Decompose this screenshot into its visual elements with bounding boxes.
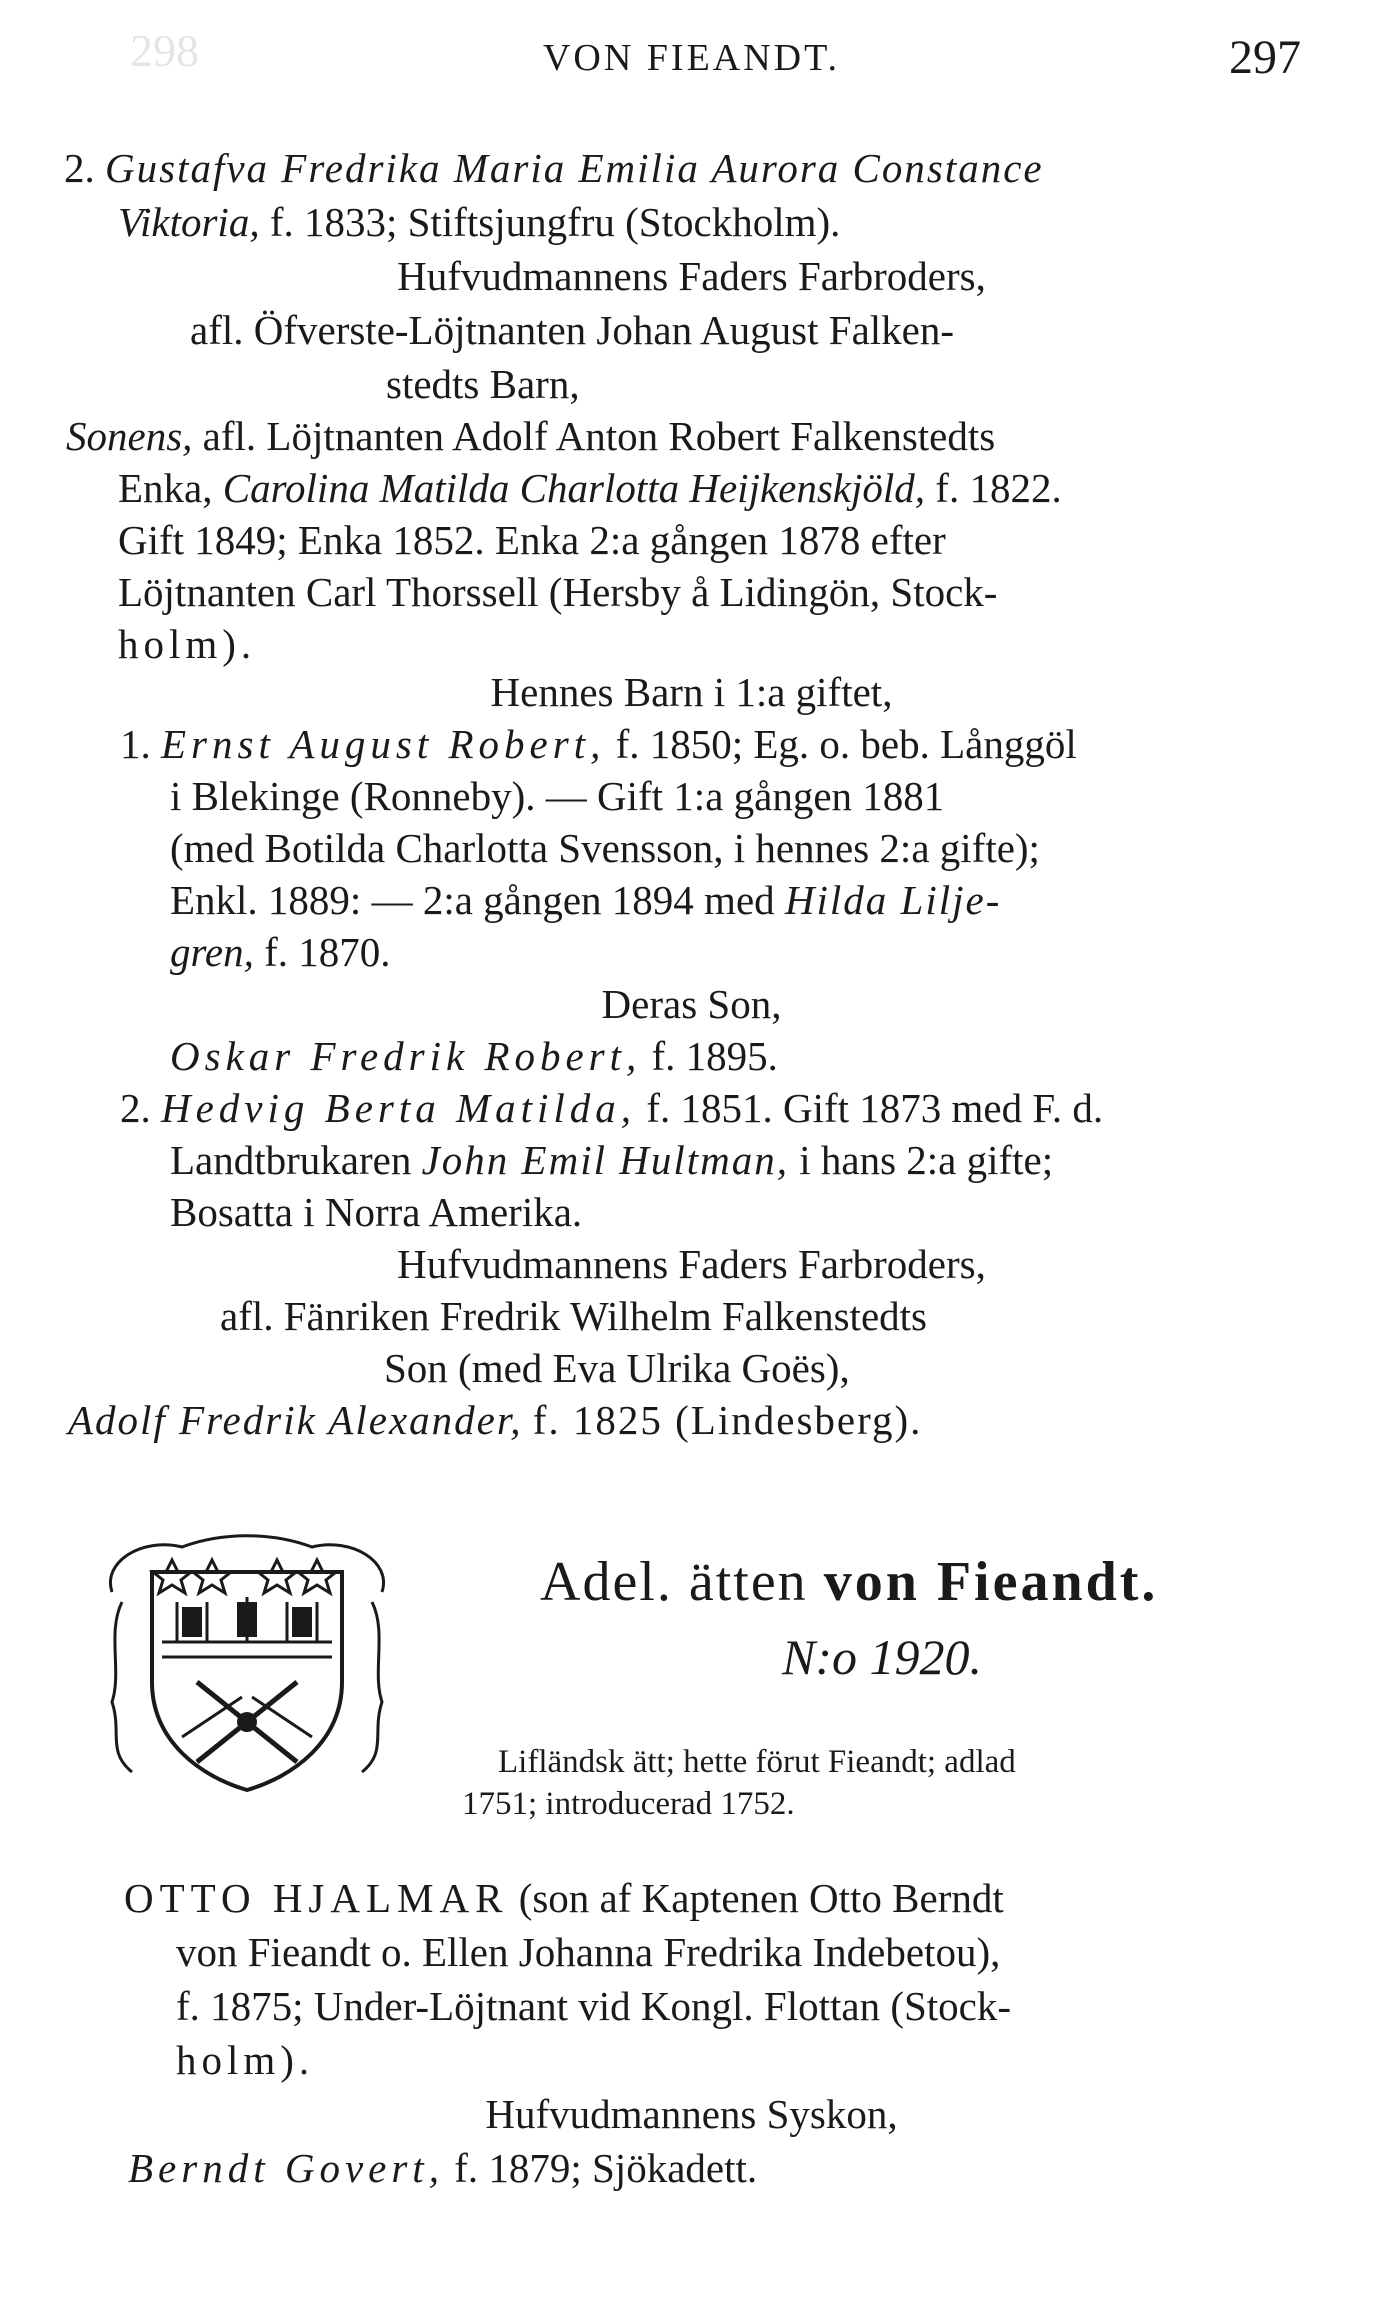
paragraph-line	[124, 1872, 1004, 1924]
entry-detail: Landtbrukaren	[170, 1137, 412, 1183]
paragraph-line	[120, 718, 1077, 770]
heading-text: Adel. ätten	[540, 1551, 808, 1613]
paragraph-line: Bosatta i Norra Amerika.	[170, 1189, 583, 1235]
person-name: John Emil Hultman,	[421, 1137, 789, 1183]
person-name: Viktoria,	[118, 199, 260, 245]
entry-detail: (son af Kaptenen Otto Berndt	[518, 1875, 1004, 1921]
family-number: N:o 1920.	[782, 1629, 982, 1685]
person-name: OTTO HJALMAR	[124, 1875, 509, 1921]
entry-detail: f. 1822.	[935, 465, 1062, 511]
entry-number: 2.	[120, 1085, 151, 1131]
entry-detail: f. 1825 (Lindesberg).	[532, 1397, 923, 1443]
paragraph-line: Löjtnanten Carl Thorssell (Hersby å Lidingön, Stock-	[118, 569, 998, 615]
coat-of-arms-icon	[102, 1532, 392, 1792]
entry-gustafva-line2	[118, 196, 840, 248]
ghost-page-number: 298	[130, 25, 199, 76]
paragraph-line	[170, 874, 1001, 926]
running-header: VON FIEANDT.	[542, 37, 841, 79]
section-heading: Hufvudmannens Faders Farbroders,	[397, 1241, 986, 1287]
section-heading: Deras Son,	[601, 981, 782, 1027]
paragraph-line	[118, 462, 1062, 514]
section-heading: Hufvudmannens Syskon,	[485, 2091, 898, 2137]
entry-gustafva-line1	[64, 142, 1044, 194]
family-note-line2: 1751; introducerad 1752.	[462, 1786, 795, 1822]
entry-detail: f. 1895.	[651, 1033, 778, 1079]
person-name: Hedvig Berta Matilda,	[161, 1085, 637, 1131]
section-heading: Hufvudmannens Faders Farbroders,	[397, 253, 986, 299]
person-name: Adolf Fredrik Alexander,	[68, 1397, 523, 1443]
entry-detail: f. 1879; Sjökadett.	[454, 2145, 758, 2191]
page-number: 297	[1229, 31, 1301, 84]
entry-detail: i hans 2:a gifte;	[799, 1137, 1054, 1183]
paragraph-line: von Fieandt o. Ellen Johanna Fredrika Indebetou),	[176, 1929, 1001, 1975]
person-name: Gustafva Fredrika Maria Emilia Aurora Constance	[105, 145, 1044, 191]
paragraph-line: Son (med Eva Ulrika Goës),	[384, 1345, 850, 1391]
paragraph-line: (med Botilda Charlotta Svensson, i hennes 2:a gifte);	[170, 825, 1040, 871]
paragraph-line	[170, 1030, 778, 1082]
person-name: Berndt Govert,	[128, 2145, 444, 2191]
lead-word: Sonens,	[66, 413, 193, 459]
section-heading: Hennes Barn i 1:a giftet,	[490, 669, 893, 715]
paragraph-line	[128, 2142, 757, 2194]
entry-detail: f. 1870.	[264, 929, 391, 975]
paragraph-line	[68, 1394, 922, 1446]
paragraph-line: f. 1875; Under-Löjtnant vid Kongl. Flottan (Stock-	[176, 1983, 1012, 2029]
entry-detail: afl. Löjtnanten Adolf Anton Robert Falkenstedts	[202, 413, 996, 459]
person-name: Ernst August Robert,	[161, 721, 606, 767]
family-name: von Fieandt.	[823, 1551, 1159, 1613]
paragraph-line	[66, 410, 995, 462]
paragraph-line: i Blekinge (Ronneby). — Gift 1:a gången 1881	[170, 773, 945, 819]
entry-detail: Enka,	[118, 465, 213, 511]
family-note-line1: Lifländsk ätt; hette förut Fieandt; adlad	[498, 1744, 1016, 1780]
entry-detail: f. 1833; Stiftsjungfru (Stockholm).	[269, 199, 841, 245]
person-name: Carolina Matilda Charlotta Heijkenskjöld,	[222, 465, 926, 511]
paragraph-line: Gift 1849; Enka 1852. Enka 2:a gången 1878 efter	[118, 517, 946, 563]
family-heading	[540, 1550, 1158, 1614]
paragraph-line	[170, 1134, 1053, 1186]
person-name: Hilda Lilje-	[784, 877, 1002, 923]
paragraph-line	[170, 926, 391, 978]
paragraph-line: afl. Fänriken Fredrik Wilhelm Falkenstedts	[220, 1293, 927, 1339]
entry-detail: f. 1851. Gift 1873 med F. d.	[646, 1085, 1104, 1131]
paragraph-line: holm).	[118, 621, 257, 667]
paragraph-line: afl. Öfverste-Löjtnanten Johan August Falken-	[190, 307, 955, 353]
entry-detail: Enkl. 1889: — 2:a gången 1894 med	[170, 877, 775, 923]
paragraph-line	[120, 1082, 1103, 1134]
person-name: gren,	[170, 929, 254, 975]
person-name: Oskar Fredrik Robert,	[170, 1033, 642, 1079]
entry-number: 2.	[64, 145, 95, 191]
entry-number: 1.	[120, 721, 151, 767]
paragraph-line: stedts Barn,	[386, 361, 580, 407]
paragraph-line: holm).	[176, 2037, 315, 2083]
entry-detail: f. 1850; Eg. o. beb. Långgöl	[615, 721, 1077, 767]
